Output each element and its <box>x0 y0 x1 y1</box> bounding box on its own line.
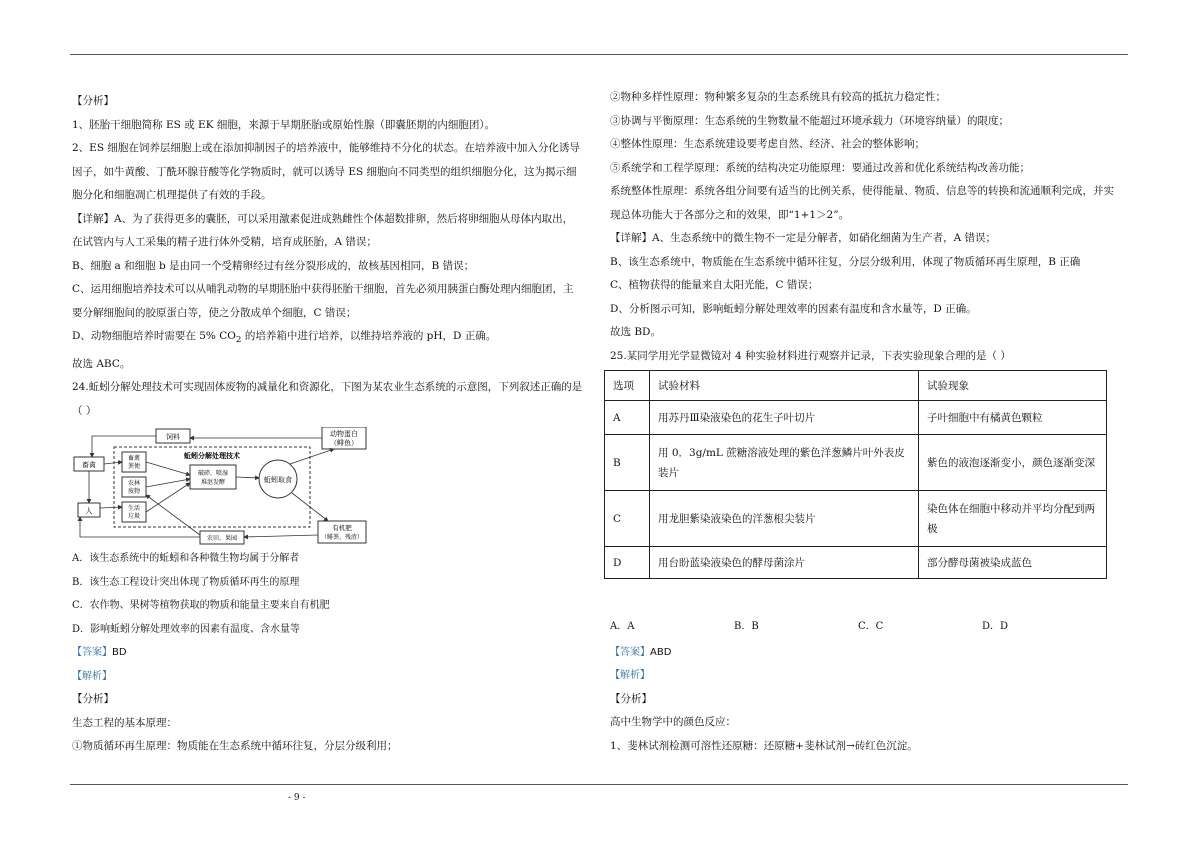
ecosystem-diagram <box>72 427 372 545</box>
option-c: C．C <box>858 621 884 632</box>
text-line: C、运用细胞培养技术可以从哺乳动物的早期胚胎中获得胚胎干细胞，首先必须用胰蛋白酶处理内细胞团，主 <box>72 283 574 295</box>
text-span: 的培养箱中进行培养，以维持培养液的 pH，D 正确。 <box>241 330 497 342</box>
text-line: ④整体性原理：生态系统建设要考虑自然、经济、社会的整体影响； <box>610 138 925 150</box>
subscript: 2 <box>235 335 242 346</box>
table-row <box>605 547 1107 579</box>
text-line: 胞分化和细胞凋亡机理提供了有效的手段。 <box>72 189 272 201</box>
human-label: 人 <box>85 507 93 516</box>
explanation-tag: 【解析】 <box>610 670 650 681</box>
table-row <box>605 491 1107 547</box>
table-cell: B <box>605 435 650 491</box>
left-column <box>72 90 592 759</box>
table-header-cell: 试验现象 <box>919 371 1107 401</box>
analysis-heading: 【分析】 <box>72 95 114 107</box>
answer-line <box>610 641 1130 665</box>
process-label-1: 破碎、喷湿 <box>197 470 229 478</box>
animal-protein-sub: （鲱鱼） <box>330 439 358 448</box>
farmland-label: 农田、果园 <box>206 535 238 543</box>
page-number: - 9 - <box>288 793 306 803</box>
table-row <box>605 401 1107 435</box>
question-25: 25.某同学用光学显微镜对 4 种实验材料进行观察并记录，下表实验现象合理的是（ ） <box>610 349 1011 362</box>
text-line: ①物质循环再生原理：物质能在生态系统中循环往复，分层分级利用； <box>72 740 398 753</box>
text-line <box>72 325 592 353</box>
animal-protein-label: 动物蛋白 <box>330 430 358 439</box>
answer-tag: 【答案】 <box>72 647 112 659</box>
option-a: A．该生态系统中的蚯蚓和各种微生物均属于分解者 <box>72 553 300 565</box>
q25-options <box>610 615 1130 639</box>
detail-line: 【详解】A、为了获得更多的囊胚，可以采用激素促进成熟雌性个体超数排卵，然后将卵细胞从母体内取出， <box>72 212 574 225</box>
livestock-label: 畜禽 <box>82 461 96 470</box>
table-cell: 用 0．3g/mL 蔗糖溶液处理的紫色洋葱鳞片叶外表皮装片 <box>650 435 919 491</box>
text-line: C、植物获得的能量来自太阳光能，C 错误； <box>610 279 819 291</box>
text-line: ③协调与平衡原理：生态系统的生物数量不能超过环境承载力（环境容纳量）的限度； <box>610 114 1009 127</box>
text-line: 生态工程的基本原理： <box>72 716 177 729</box>
answer-value: BD <box>112 647 127 659</box>
garbage-label-1: 生活 <box>127 505 141 513</box>
manure-label-2: 粪便 <box>127 463 141 471</box>
farm-waste-label-2: 废物 <box>127 488 141 496</box>
text-line: 1、胚胎干细胞简称 ES 或 EK 细胞，来源于早期胚胎或原始性腺（即囊胚期的内细胞团）。 <box>72 118 496 131</box>
table-cell: 用龙胆紫染液染色的洋葱根尖装片 <box>650 491 919 547</box>
text-line: 系统整体性原理：系统各组分间要有适当的比例关系，使得能量、物质、信息等的转换和流通顺利完成，并实 <box>610 185 1114 197</box>
text-line: 高中生物学中的颜色反应： <box>610 716 736 728</box>
fertilizer-sub: （鲱粪、残渣） <box>320 534 364 542</box>
answer-choice-line: 故选 BD。 <box>610 326 661 338</box>
text-line: 在试管内与人工采集的精子进行体外受精，培育成胚胎，A 错误； <box>72 236 377 248</box>
garbage-label-2: 垃圾 <box>127 513 141 521</box>
table-row <box>605 435 1107 491</box>
text-line: 1、斐林试剂检测可溶性还原糖：还原糖+斐林试剂→砖红色沉淀。 <box>610 739 918 752</box>
table-cell: 用苏丹Ⅲ染液染色的花生子叶切片 <box>650 401 919 435</box>
text-line: ②物种多样性原理：物种繁多复杂的生态系统具有较高的抵抗力稳定性； <box>610 91 946 103</box>
text-line: D、分析图示可知，影响蚯蚓分解处理效率的因素有温度和含水量等，D 正确。 <box>610 302 977 315</box>
table-header-cell: 试验材料 <box>650 371 919 401</box>
header-rule <box>70 54 1128 55</box>
right-column <box>610 86 1130 758</box>
option-c: C．农作物、果树等植物获取的物质和能量主要来自有机肥 <box>72 600 330 612</box>
feed-label: 饲料 <box>166 433 180 442</box>
text-line: ⑤系统学和工程学原理：系统的结构决定功能原理：要通过改善和优化系统结构改善功能； <box>610 161 1030 174</box>
table-cell: C <box>605 491 650 547</box>
manure-label-1: 畜禽 <box>127 455 141 463</box>
answer-tag: 【答案】 <box>610 646 650 658</box>
table-header-cell: 选项 <box>605 371 650 401</box>
table-cell: 子叶细胞中有橘黄色颗粒 <box>919 401 1107 435</box>
table-cell: D <box>605 547 650 579</box>
text-span: D、动物细胞培养时需要在 5% CO <box>72 330 236 342</box>
option-d: D．D <box>982 621 1009 632</box>
question-24-blank: （ ） <box>72 404 97 417</box>
table-header-row <box>605 371 1107 401</box>
farm-waste-label-1: 农林 <box>127 480 141 488</box>
ecosystem-diagram-svg <box>72 427 372 545</box>
table-cell: 紫色的液泡逐渐变小，颜色逐渐变深 <box>919 435 1107 491</box>
option-a: A．A <box>610 621 635 632</box>
answer-line <box>72 641 592 665</box>
earthworm-feeding-label: 蚯蚓取食 <box>264 476 292 485</box>
text-line: B、细胞 a 和细胞 b 是由同一个受精卵经过有丝分裂形成的，故核基因相同，B 错误； <box>72 259 475 272</box>
text-line: 因子，如牛黄酸、丁酰环腺苷酸等化学物质时，就可以诱导 ES 细胞向不同类型的组织细胞分化，这为揭示细 <box>72 165 577 178</box>
table-cell: 染色体在细胞中移动并平均分配到两极 <box>919 491 1107 547</box>
answer-choice-line: 故选 ABC。 <box>72 357 131 370</box>
process-title: 蚯蚓分解处理技术 <box>184 452 240 461</box>
question-24: 24.蚯蚓分解处理技术可实现固体废物的减量化和资源化，下图为某农业生态系统的示意图，下列叙述正确的是 <box>72 381 583 394</box>
text-line: B、该生态系统中，物质能在生态系统中循环往复，分层分级利用，体现了物质循环再生原理，B 正确 <box>610 255 1081 268</box>
text-line: 2、ES 细胞在饲养层细胞上或在添加抑制因子的培养液中，能够维持不分化的状态。在培养液中加入分化诱导 <box>72 142 580 154</box>
text-line: 要分解细胞间的胶原蛋白等，使之分散成单个细胞，C 错误； <box>72 306 357 319</box>
explanation-tag: 【解析】 <box>72 670 112 682</box>
option-b: B．该生态工程设计突出体现了物质循环再生的原理 <box>72 576 300 588</box>
detail-line: 【详解】A、生态系统中的微生物不一定是分解者，如硝化细菌为生产者，A 错误； <box>610 232 997 244</box>
table-cell: A <box>605 401 650 435</box>
text-line: 现总体功能大于各部分之和的效果，即“1+1＞2”。 <box>610 208 850 221</box>
analysis-heading: 【分析】 <box>610 692 652 705</box>
table-cell: 用台盼蓝染液染色的酵母菌涂片 <box>650 547 919 579</box>
table-cell: 部分酵母菌被染成蓝色 <box>919 547 1107 579</box>
process-label-2: 堆沤发酵 <box>200 479 226 487</box>
experiment-table <box>604 370 1107 579</box>
option-d: D．影响蚯蚓分解处理效率的因素有温度、含水量等 <box>72 623 301 635</box>
footer-rule <box>70 784 1128 785</box>
analysis-heading: 【分析】 <box>72 693 114 706</box>
answer-value: ABD <box>650 646 672 658</box>
option-b: B．B <box>734 621 759 632</box>
fertilizer-label: 有机肥 <box>332 524 352 533</box>
